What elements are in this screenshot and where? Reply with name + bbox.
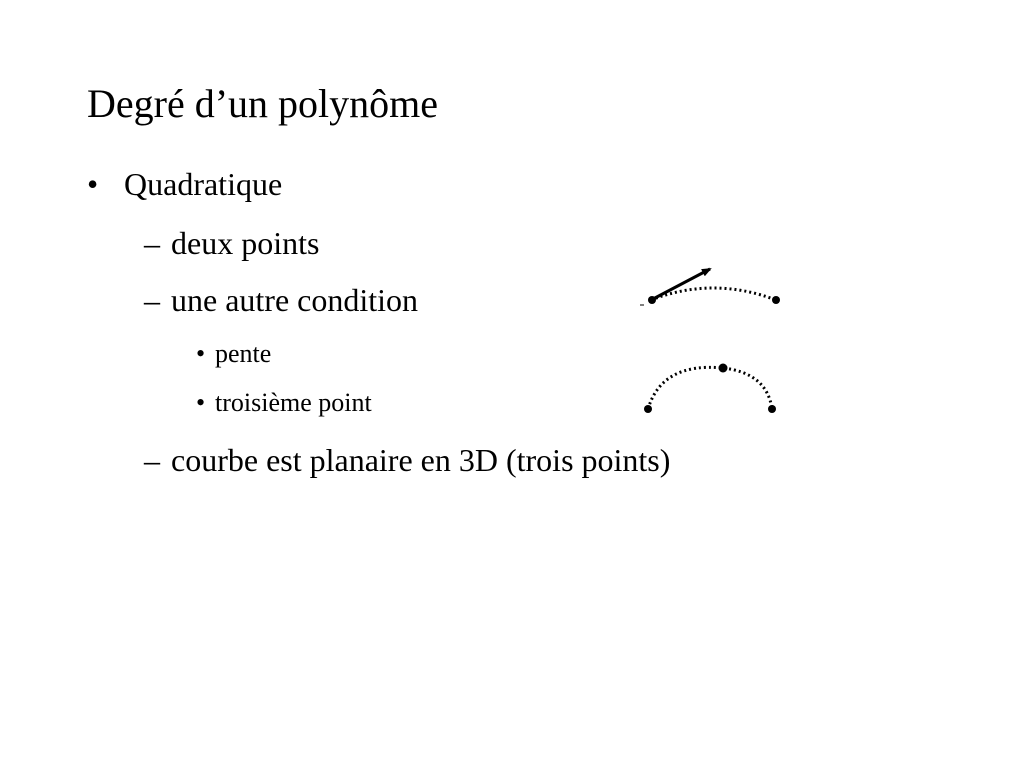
control-point xyxy=(719,364,728,373)
control-point xyxy=(768,405,776,413)
dash-marker: – xyxy=(144,282,160,318)
list-item-text: pente xyxy=(215,339,272,368)
bullet-marker: • xyxy=(87,166,99,202)
list-item-text: deux points xyxy=(171,225,320,261)
dotted-curve xyxy=(648,367,772,409)
control-point xyxy=(772,296,780,304)
dash-marker: – xyxy=(144,225,160,261)
slope-curve-diagram xyxy=(640,269,780,305)
bullet-marker: • xyxy=(196,388,206,417)
slide-title: Degré d’un polynôme xyxy=(87,81,439,126)
list-item-text: troisième point xyxy=(215,388,372,417)
list-item-text: courbe est planaire en 3D (trois points) xyxy=(171,442,671,478)
list-item-text: une autre condition xyxy=(171,282,419,318)
three-point-curve-diagram xyxy=(644,364,776,414)
bullet-marker: • xyxy=(196,339,206,368)
list-item-text: Quadratique xyxy=(124,166,283,202)
control-point xyxy=(648,296,656,304)
tangent-arrow-icon xyxy=(653,269,710,299)
dash-marker: – xyxy=(144,442,160,478)
control-point xyxy=(644,405,652,413)
